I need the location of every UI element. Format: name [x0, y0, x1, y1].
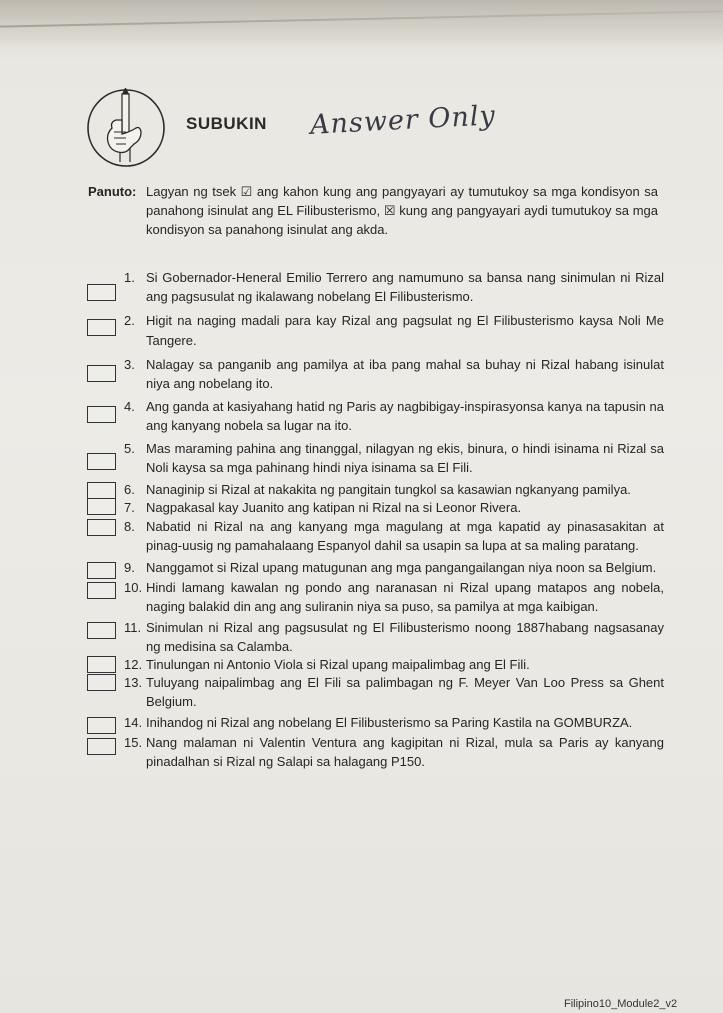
- answer-checkbox[interactable]: [87, 738, 116, 755]
- list-item: [84, 355, 664, 393]
- item-number: 5.: [124, 440, 135, 456]
- answer-checkbox[interactable]: [87, 717, 116, 734]
- answer-checkbox[interactable]: [87, 674, 116, 691]
- list-item: [84, 618, 664, 656]
- answer-checkbox[interactable]: [87, 519, 116, 536]
- hand-pencil-icon: [86, 88, 166, 168]
- item-number: 15.: [124, 734, 143, 750]
- item-text: Nagpakasal kay Juanito ang katipan ni Rizal na si Leonor Rivera.: [146, 500, 522, 516]
- page-footer: Filipino10_Module2_v2: [564, 998, 678, 1010]
- item-text: Nanaginip si Rizal at nakakita ng pangitain tungkol sa kasawian ngkanyang pamilya.: [146, 482, 631, 498]
- item-number: 9.: [124, 559, 135, 575]
- item-number: 6.: [124, 482, 135, 498]
- item-number: 11.: [124, 619, 142, 635]
- answer-checkbox[interactable]: [87, 656, 116, 673]
- item-number: 12.: [124, 657, 143, 673]
- list-item: [84, 713, 664, 732]
- item-number: 14.: [124, 714, 143, 730]
- item-number: 3.: [124, 356, 135, 372]
- list-item: [84, 480, 664, 499]
- item-text: Nanggamot si Rizal upang matugunan ang mga pangangailangan niya noon sa Belgium.: [146, 559, 657, 575]
- item-text: Higit na naging madali para kay Rizal ang pagsulat ng El Filibusterismo kaysa Noli Me Tangere.: [146, 313, 664, 348]
- item-text: Tuluyang naipalimbag ang El Fili sa palimbagan ng F. Meyer Van Loo Press sa Ghent Belgium.: [146, 675, 664, 710]
- answer-checkbox[interactable]: [87, 482, 116, 499]
- handwritten-note: Answer Only: [309, 100, 497, 141]
- list-item: [84, 558, 664, 577]
- item-text: Ang ganda at kasiyahang hatid ng Paris ay nagbibigay-inspirasyonsa kanya na tapusin na ang kanyang nobela sa lugar na ito.: [146, 399, 664, 434]
- item-text: Sinimulan ni Rizal ang pagsusulat ng El Filibusterismo noong 1887habang nagsasanay ng medisina sa Calamba.: [146, 619, 664, 654]
- answer-checkbox[interactable]: [87, 453, 116, 470]
- answer-checkbox[interactable]: [87, 406, 116, 423]
- item-number: 8.: [124, 518, 135, 534]
- answer-checkbox[interactable]: [87, 562, 116, 579]
- answer-checkbox[interactable]: [87, 622, 116, 639]
- list-item: [84, 268, 664, 306]
- list-item: [84, 311, 664, 349]
- item-text: Tinulungan ni Antonio Viola si Rizal upang maipalimbag ang El Fili.: [146, 657, 530, 673]
- item-text: Nang malaman ni Valentin Ventura ang kagipitan ni Rizal, mula sa Paris ay kanyang pinadalhan si Rizal ng Salapi sa halagang P150.: [146, 734, 664, 770]
- item-number: 7.: [124, 500, 135, 516]
- answer-checkbox[interactable]: [87, 582, 116, 599]
- item-text: Inihandog ni Rizal ang nobelang El Filibusterismo sa Paring Kastila na GOMBURZA.: [146, 714, 633, 730]
- list-item: [84, 673, 664, 711]
- list-item: [84, 498, 664, 517]
- item-number: 4.: [124, 399, 135, 415]
- item-number: 13.: [124, 675, 143, 691]
- item-text: Hindi lamang kawalan ng pondo ang naranasan ni Rizal upang matapos ang nobela, naging balakid din ang ang suliranin niya sa puso, sa pamilya at mga kaibigan.: [146, 580, 664, 615]
- answer-checkbox[interactable]: [87, 365, 116, 382]
- list-item: [84, 517, 664, 555]
- answer-checkbox[interactable]: [87, 319, 116, 336]
- list-item: [84, 655, 664, 674]
- list-item: [84, 439, 664, 477]
- item-number: 2.: [124, 313, 135, 329]
- item-number: 10.: [124, 580, 143, 596]
- directions-text: Lagyan ng tsek ☑ ang kahon kung ang pangyayari ay tumutukoy sa mga kondisyon sa panahong isinulat ang EL Filibusterismo, ☒ kung ang pangyayari aydi tumutukoy sa mga kondisyon sa panahong isinulat ang akda.: [146, 184, 658, 237]
- item-text: Nalagay sa panganib ang pamilya at iba pang mahal sa buhay ni Rizal habang isinulat niya ang nobelang ito.: [146, 356, 664, 392]
- list-item: [84, 733, 664, 771]
- list-item: [84, 578, 664, 616]
- answer-checkbox[interactable]: [87, 284, 116, 301]
- directions-label: Panuto:: [88, 184, 137, 199]
- answer-checkbox[interactable]: [87, 498, 116, 515]
- item-list: [84, 268, 664, 770]
- directions-block: [88, 182, 658, 239]
- item-text: Mas maraming pahina ang tinanggal, nilagyan ng ekis, binura, o hindi isinama ni Rizal sa Noli kaysa sa mga pahinang hindi niya isinama sa El Fili.: [146, 440, 664, 475]
- item-text: Nabatid ni Rizal na ang kanyang mga magulang at mga kapatid ay pinasasakitan at pinag-uusig ng pamahalaang Espanyol dahil sa usapin sa lupa at sa maling paratang.: [146, 518, 664, 553]
- section-title: SUBUKIN: [186, 114, 267, 133]
- list-item: [84, 397, 664, 435]
- item-text: Si Gobernador-Heneral Emilio Terrero ang namumuno sa bansa nang sinimulan ni Rizal ang pagsusulat ng ikalawang nobelang El Filibusterismo.: [146, 270, 664, 305]
- item-number: 1.: [124, 270, 135, 285]
